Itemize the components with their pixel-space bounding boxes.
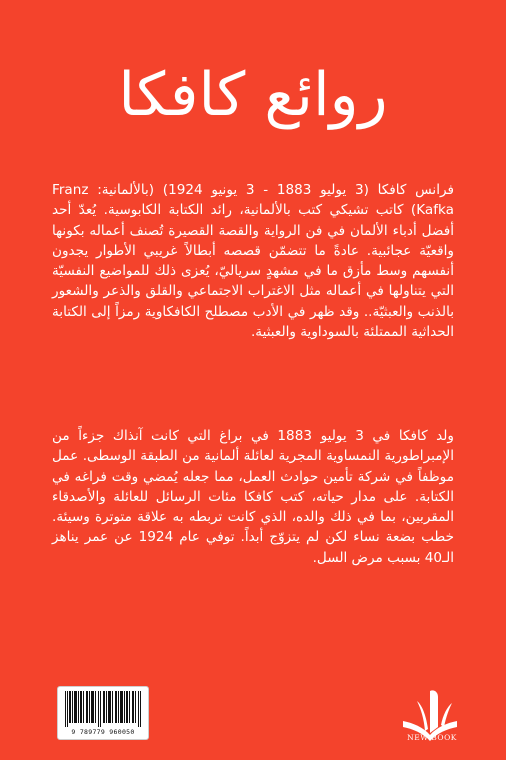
author-bio-paragraph-1: فرانس كافكا (3 يوليو 1883 - 3 يونيو 1924) (بالألمانية: Franz Kafka) كاتب تشيكي كتب بالألمانية، رائد الكتابة الكابوسية. يُعدّ أحد أفضل أدباء الألمان في فن الرواية والقصة القصيرة تُصنف أعماله بكونها واقعيّة عجائبية. عادةً ما تتضمّن قصصه أبطالاً غريبي الأطوار يجدون أنفسهم وسط مأزق ما في مشهدٍ سرياليّ، يُعزى ذلك للمواضيع النفسيّة التي يتناولها في أعماله مثل الاغتراب الاجتماعي والقلق والذعر والشعور بالذنب والعبثيّة.. وقد ظهر في الأدب مصطلح الكافكاوية رمزاً إلى الكتابة الحداثية الممتلئة بالسوداوية والعبثية.: [52, 182, 454, 341]
barcode: [57, 686, 149, 740]
author-bio-paragraph-2: ولد كافكا في 3 يوليو 1883 في براغ التي كانت آنذاك جزءاً من الإمبراطورية النمساوية المجرية لعائلة ألمانية من الطبقة الوسطى. عمل موظفاً في شركة تأمين حوادث العمل، مما جعله يُمضي وقت فراغه في الكتابة. على مدار حياته، كتب كافكا مئات الرسائل للعائلة والأصدقاء المقربين، بما في ذلك والده، الذي كانت تربطه به علاقة متوترة وسيئة. خطب بضعة نساء لكن لم يتزوّج أبداً. توفي عام 1924 عن عمر يناهز الـ40 بسبب مرض السل.: [52, 428, 454, 566]
barcode-icon: [63, 691, 143, 727]
publisher-name: NEW BOOK: [407, 733, 457, 742]
book-title: روائع كافكا: [118, 60, 388, 130]
isbn-number: 9 789779 960050: [71, 728, 135, 736]
